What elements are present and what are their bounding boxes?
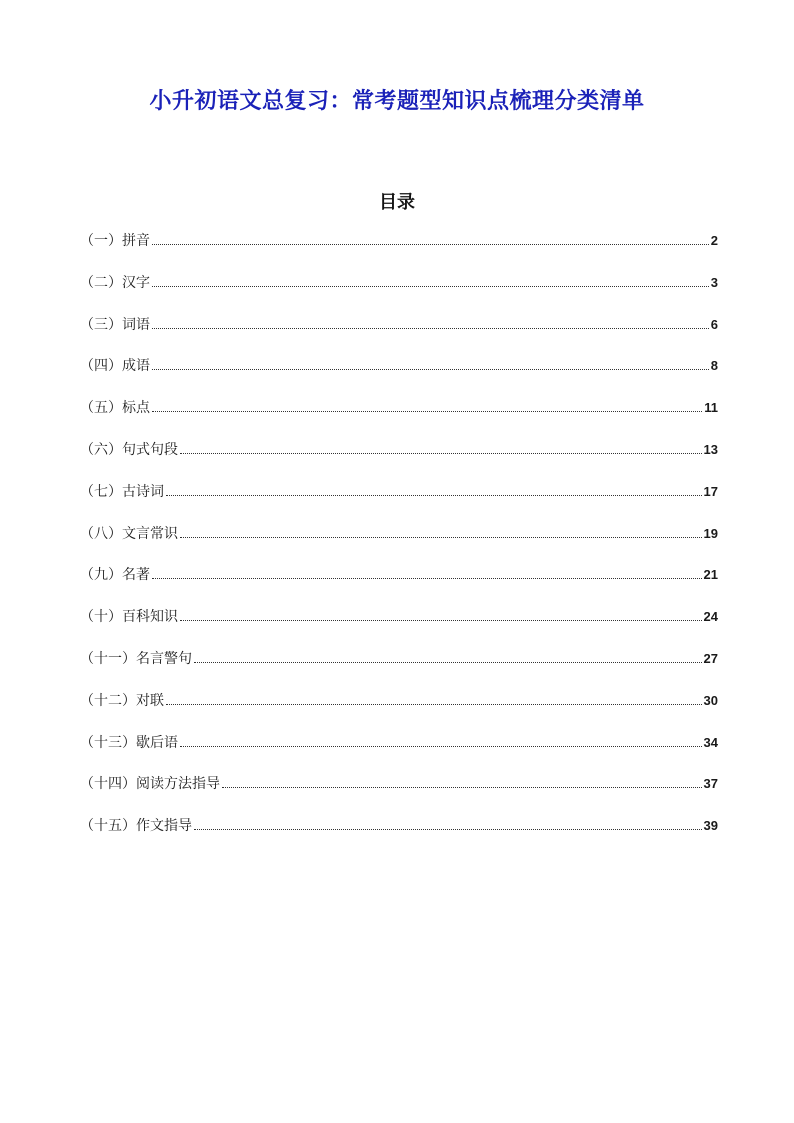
dot-leader [152,577,702,579]
toc-page-number: 30 [703,692,718,708]
toc-page-number: 21 [703,567,718,583]
toc-entry-pinyin[interactable] [80,231,718,273]
toc-entry-label: （二）汉字 [80,274,150,291]
toc-entry-label: （十一）名言警句 [80,650,192,667]
toc-page-number: 13 [703,441,718,457]
toc-entry-label: （十三）歇后语 [80,734,178,751]
dot-leader [222,786,702,788]
toc-entry-yuedu[interactable] [80,774,718,816]
toc-page-number: 8 [710,358,718,374]
dot-leader [180,452,702,454]
toc-entry-label: （四）成语 [80,358,150,375]
toc-entry-label: （九）名著 [80,567,150,584]
toc-entry-biaodian[interactable] [80,398,718,440]
dot-leader [152,243,709,245]
toc-entry-label: （一）拼音 [80,233,150,249]
toc-page-number: 37 [703,776,718,792]
toc-entry-ciyu[interactable] [80,315,718,357]
toc-entry-jushi[interactable] [80,440,718,482]
toc-page-number: 6 [710,316,718,332]
dot-leader [152,368,709,370]
table-of-contents [80,231,718,858]
toc-entry-label: （十五）作文指导 [80,818,192,835]
dot-leader [152,410,702,412]
dot-leader [180,536,702,538]
toc-page-number: 27 [703,650,718,666]
toc-entry-wenyan[interactable] [80,524,718,566]
toc-entry-xiehouyu[interactable] [80,733,718,775]
toc-entry-gushici[interactable] [80,482,718,524]
dot-leader [166,703,702,705]
toc-heading: 目录 [379,192,415,213]
toc-entry-label: （十四）阅读方法指导 [80,776,220,793]
toc-page-number: 3 [710,274,718,290]
dot-leader [194,828,702,830]
toc-entry-label: （五）标点 [80,400,150,417]
toc-entry-zuowen[interactable] [80,816,718,858]
toc-entry-label: （十二）对联 [80,692,164,709]
toc-entry-label: （七）古诗词 [80,483,164,500]
toc-page-number: 17 [703,483,718,499]
dot-leader [152,327,709,329]
toc-entry-hanzi[interactable] [80,273,718,315]
dot-leader [152,285,709,287]
toc-entry-label: （六）句式句段 [80,441,178,458]
toc-entry-mingyan[interactable] [80,649,718,691]
dot-leader [194,661,702,663]
document-title: 小升初语文总复习：常考题型知识点梳理分类清单 [149,89,645,114]
dot-leader [180,745,702,747]
toc-entry-baike[interactable] [80,607,718,649]
toc-entry-label: （十）百科知识 [80,609,178,626]
toc-page-number: 2 [710,233,718,248]
toc-entry-label: （八）文言常识 [80,525,178,542]
dot-leader [180,619,702,621]
toc-page-number: 19 [703,525,718,541]
toc-page-number: 39 [703,818,718,834]
toc-entry-duilian[interactable] [80,691,718,733]
toc-entry-mingzhu[interactable] [80,565,718,607]
dot-leader [166,494,702,496]
toc-page-number: 11 [704,400,718,416]
toc-entry-chengyu[interactable] [80,356,718,398]
toc-page-number: 34 [703,734,718,750]
toc-entry-label: （三）词语 [80,316,150,333]
toc-page-number: 24 [703,609,718,625]
